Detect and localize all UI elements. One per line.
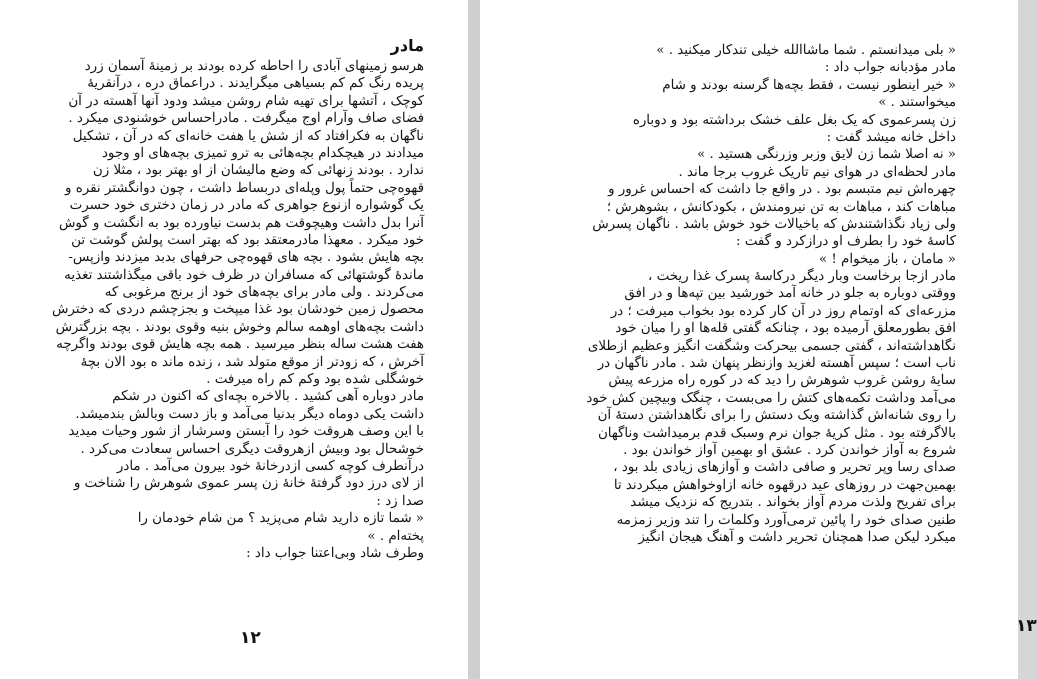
text-line: مادر دوباره آهی کشید . بالاخره بچه‌ای که اکنون در شکم <box>112 389 424 405</box>
right-page-text-body <box>524 42 956 546</box>
page-number-right: ۱۳ <box>1016 616 1037 636</box>
text-line: شروع به آواز خواندن کرد . عشق او بهمین آواز خواندن بود . <box>623 442 956 458</box>
text-line: یک گوشواره ازنوع جواهری که مادر در زمان دختری خود حسرت <box>69 198 424 214</box>
text-line: خوشگلی شده بود وکم کم راه میرفت . <box>206 372 424 388</box>
book-page-right <box>480 0 1037 679</box>
text-line: کاسهٔ خود را بطرف او درازکرد و گفت : <box>735 234 956 250</box>
text-line: هرسو زمینهای آبادی را احاطه کرده بودند بر زمینهٔ آسمان زرد <box>84 59 424 74</box>
text-line: سایهٔ روشن غروب شوهرش را دید که در کوره راه مزرعه پیش <box>608 373 956 389</box>
text-line: را روی شانه‌اش گذاشته ویک دستش را برای نگاهداشتن دستهٔ آن <box>597 408 956 424</box>
text-line: خوشحال بود وبیش ازهروقت دیگری احساس سعادت می‌کرد . <box>80 441 424 457</box>
text-line: مادر ازجا برخاست وبار دیگر درکاسهٔ پسرک غذا ریخت ، <box>648 269 956 285</box>
text-line: با این وصف هروقت خود را آبستن وسرشار از شور وحیات میدید <box>68 424 424 440</box>
text-line: ناگهان به فکرافتاد که از شش یا هفت خانه‌ای که در آن ، تشکیل <box>72 128 424 144</box>
text-line: مزرعه‌ای که اوتمام روز در آن کار کرده بود بخواب میرفت ؛ در <box>610 303 956 319</box>
text-line: داشت بچه‌های اوهمه سالم وخوش بنیه وقوی بودند . بچه بزرگترش <box>55 319 424 335</box>
text-line: « بلی میدانستم . شما ماشاالله خیلی تندکار میکنید . » <box>656 43 956 58</box>
text-line: میدادند در هیچکدام بچه‌هائی به ترو تمیزی بچه‌های او وجود <box>101 145 424 161</box>
text-line: پخته‌ام . » <box>367 528 424 544</box>
text-line: چهره‌اش نیم متبسم بود . در واقع جا داشت که احساس غرور و <box>608 182 956 198</box>
text-line: افق بطورمعلق آرمیده بود ، چنانکه گفتی قله‌ها او را میان خود <box>615 321 956 337</box>
text-line: « نه اصلا شما زن لایق وزبر وزرنگی هستید . » <box>697 147 956 163</box>
text-line: قهوه‌چی حتماً پول وپله‌ای دربساط داشت ، چون دوانگشتر نقره و <box>64 180 424 196</box>
text-line: بهمین‌جهت در روزهای عید درقهوه خانه ازاوخواهش میکردند تا <box>613 477 956 493</box>
text-line: مانده‌ٔ گوشتهائی که مسافران در ظرف خود باقی میگذاشتند تغذیه <box>64 267 424 283</box>
text-line: محصول زمین خودشان بود غذا میپخت و بجزچشم دردی که دخترش <box>51 302 424 318</box>
text-line: میخواستند . » <box>878 95 956 111</box>
text-line: مباهات کند ، مباهات به تن نیرومندش ، بکودکانش ، بشوهرش ؛ <box>606 199 956 215</box>
text-line: آنرا بدل داشت وهیچوقت هم بدست نیاورده بود به انگشت و گوش <box>58 215 424 231</box>
text-line: برای تفریح ولذت مردم آواز بخواند . بتدریج که نزدیک میشد <box>630 495 956 511</box>
text-line: داخل خانه میشد گفت : <box>826 129 956 145</box>
text-line: « مامان ، باز میخوام ! » <box>818 251 956 267</box>
text-line: ناب است ؛ سپس آهسته لغزید وازنظر پنهان شد . مادر ناگهان در <box>597 356 956 372</box>
text-line: هفت هشت ساله بنظر میرسید . همه بچه هایش قوی بودند واگرچه <box>56 337 424 353</box>
running-head-title: مادر <box>390 36 424 55</box>
text-line: صدای رسا وپر تحریر و صافی داشت و آوازهای زیادی بلد بود ، <box>613 460 956 476</box>
text-line: وطرف شاد وبی‌اعتنا جواب داد : <box>246 545 424 561</box>
text-line: پریده رنگ کم کم بسیاهی میگرایدند . دراعماق دره ، درآنقریهٔ <box>87 76 424 92</box>
text-line: درآنطرف کوچه کسی ازدرخانهٔ خود بیرون می‌آمد . مادر <box>116 458 424 474</box>
text-line: کوچک ، آتشها برای تهیه شام روشن میشد ودود آنها آهسته در آن <box>68 93 424 109</box>
text-line: « خیر اینطور نیست ، فقط بچه‌ها گرسنه بودند و شام <box>662 77 956 93</box>
text-line: داشت یکی دوماه دیگر بدنیا می‌آمد و باز دست وبالش بندمیشد. <box>75 406 424 422</box>
page-number-left: ۱۲ <box>240 628 261 648</box>
text-line: ندارد . بودند زنهائی که وضع مالیشان از او بهتر بود ، مثلا زن <box>92 163 424 179</box>
text-line: از لای درز دود گرفتهٔ خانهٔ زن پسر عموی شوهرش را شناخت و <box>73 476 424 492</box>
text-line: مادر لحظه‌ای در هوای نیم تاریک غروب برجا ماند . <box>678 164 956 180</box>
text-line: نگاهداشته‌اند ، گفتی جسمی بیحرکت وشگفت انگیز وعظیم ازطلای <box>587 338 956 354</box>
text-line: « شما تازه دارید شام می‌پزید ؟ من شام خودمان را <box>137 511 424 527</box>
page-gutter <box>468 0 480 679</box>
text-line: می‌آمد وداشت تکمه‌های کتش را می‌بست ، چنگک وبیچین کش خود <box>586 390 956 406</box>
text-line: آخرش ، که زودتر از موقع متولد شد ، زنده ماند ه بود الان بچهٔ <box>80 354 424 370</box>
text-line: صدا زد : <box>376 493 424 509</box>
text-line: می‌کردند . ولی مادر برای بچه‌های خود از برنج مرغوبی که <box>104 285 424 301</box>
text-line: مادر مؤدبانه جواب داد : <box>824 60 956 76</box>
text-line: فضای صاف وآرام اوج میگرفت . مادراحساس خوشنودی میکرد . <box>68 111 424 127</box>
text-line: ولی زیاد نگذاشتندش که باخیالات خود خوش باشد . ناگهان پسرش <box>592 216 956 232</box>
text-line: بالاگرفته بود . مثل کریهٔ جوان نرم وسبک قدم برمیداشت وناگهان <box>597 425 956 441</box>
text-line: میکرد لیکن صدا همچنان تحریر داشت و آهنگ هیجان انگیز <box>638 529 956 545</box>
book-page-left <box>0 0 468 679</box>
text-line: بچه هایش بشود . بچه های قهوه‌چی حرفهای بدبد میزدند وازپس- <box>68 250 424 266</box>
text-line: طنین صدای خود را پائین ترمی‌آورد وکلمات را تند وزیر زمزمه <box>616 512 956 528</box>
text-line: زن پسرعموی که یک بغل علف خشک برداشته بود و دوباره <box>632 112 956 128</box>
text-line: ووقتی دوباره به جلو در خانه آمد خورشید بین تپه‌ها و در افق <box>624 286 956 302</box>
left-page-text-body <box>52 58 424 562</box>
text-line: خود میکرد . معهذا مادرمعتقد بود که بهتر است پولش گوشت تن <box>71 232 424 248</box>
